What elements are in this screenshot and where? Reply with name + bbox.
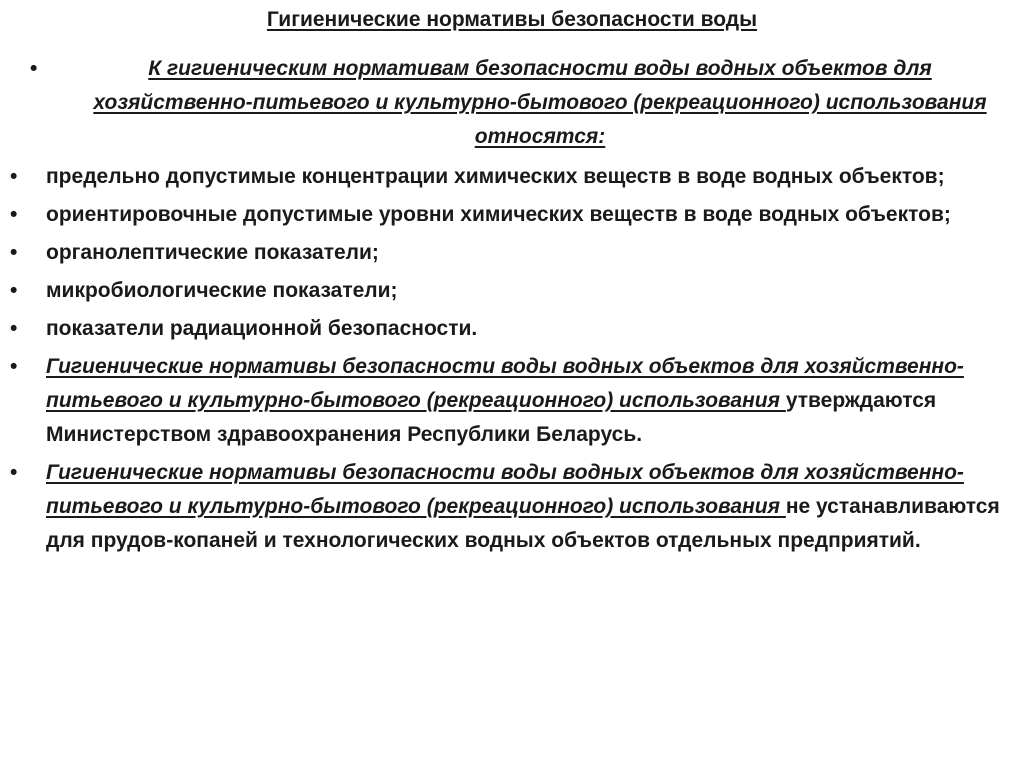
list-item-text: показатели радиационной безопасности. [46,317,478,340]
intro-text: К гигиеническим нормативам безопасности воды водных объектов для хозяйственно-питьевого и культурно-бытового (рекреационного) использования относятся: [93,57,987,148]
list-item [8,160,1008,194]
bullet-list [8,160,1008,562]
slide-title: Гигиенические нормативы безопасности воды [266,8,758,31]
list-item [8,236,1008,270]
bullet-icon: • [10,355,18,378]
bullet-icon: • [10,317,18,340]
bullet-icon: • [10,165,18,188]
bullet-icon: • [10,279,18,302]
intro-paragraph [30,52,1010,154]
list-item-text: предельно допустимые концентрации химических веществ в воде водных объектов; [46,165,945,188]
bullet-icon: • [10,461,18,484]
bullet-icon: • [10,241,18,264]
list-item-text: микробиологические показатели; [46,279,398,302]
bullet-icon: • [30,57,38,80]
list-item-text: ориентировочные допустимые уровни химических веществ в воде водных объектов; [46,203,951,226]
list-item-emphasis: Гигиенические нормативы безопасности воды водных объектов для хозяйственно-питьевого и культурно-бытового (рекреационного) использования [46,355,964,412]
list-item-emphasis: Гигиенические нормативы безопасности воды водных объектов для хозяйственно-питьевого и культурно-бытового (рекреационного) использования [46,461,964,518]
list-item [8,198,1008,232]
list-item [8,350,1008,452]
list-item [8,456,1008,558]
bullet-icon: • [10,203,18,226]
list-item-text: не устанавливаются для прудов-копаней и технологических водных объектов отдельных предприятий. [46,495,1000,552]
list-item [8,274,1008,308]
list-item-text: утверждаются Министерством здравоохранения Республики Беларусь. [46,389,937,446]
list-item-text: органолептические показатели; [46,241,379,264]
list-item [8,312,1008,346]
